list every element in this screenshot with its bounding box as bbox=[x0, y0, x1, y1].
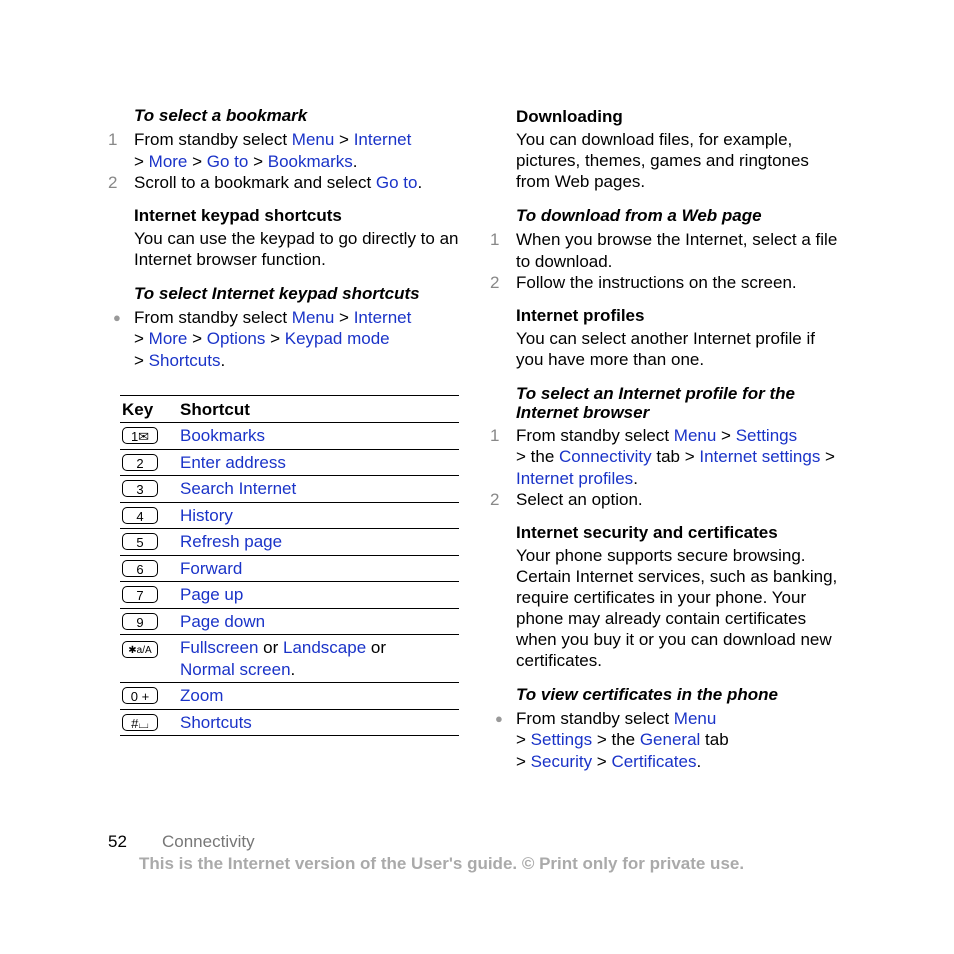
goto-link[interactable]: Go to bbox=[206, 151, 249, 171]
keypad-heading: Internet keypad shortcuts bbox=[134, 205, 342, 225]
shortcut-shortcuts[interactable]: Shortcuts bbox=[178, 709, 459, 736]
downloading-body: You can download files, for example, pictures, themes, games and ringtones from Web pages. bbox=[516, 130, 809, 191]
shortcut-landscape[interactable]: Landscape bbox=[282, 638, 367, 657]
shortcut-page-down[interactable]: Page down bbox=[178, 608, 459, 635]
shortcut-refresh-page[interactable]: Refresh page bbox=[178, 529, 459, 556]
key-9-icon: 9 bbox=[122, 613, 158, 630]
key-star-icon: ✱a/A bbox=[122, 641, 158, 658]
table-row bbox=[120, 683, 459, 710]
table-row: ✱a/A Fullscreen or Landscape or Normal screen. bbox=[120, 635, 459, 683]
profiles-body: You can select another Internet profile if you have more than one. bbox=[516, 328, 815, 369]
more-link[interactable]: More bbox=[148, 329, 188, 348]
bullet-icon: ● bbox=[495, 710, 503, 726]
menu-link[interactable]: Menu bbox=[291, 130, 335, 149]
downloading-heading: Downloading bbox=[516, 107, 623, 126]
internet-profiles-link[interactable]: Internet profiles bbox=[516, 468, 634, 488]
security-link[interactable]: Security bbox=[530, 751, 593, 771]
table-row bbox=[120, 502, 459, 529]
bookmark-title: To select a bookmark bbox=[134, 106, 308, 125]
shortcut-fullscreen[interactable]: Fullscreen bbox=[180, 638, 259, 657]
more-link[interactable]: More bbox=[148, 151, 188, 171]
shortcut-forward[interactable]: Forward bbox=[178, 555, 459, 582]
profile-step-1: 1 From standby select Menu > Settings > the Connectivity tab > Internet settings > Internet profiles. bbox=[490, 425, 835, 488]
profile-step-2: 2 Select an option. bbox=[490, 490, 643, 509]
menu-link[interactable]: Menu bbox=[291, 307, 335, 327]
right-column bbox=[490, 106, 840, 772]
goto-link[interactable]: Go to bbox=[375, 173, 418, 192]
shortcut-enter-address[interactable]: Enter address bbox=[178, 449, 459, 476]
table-row bbox=[120, 529, 459, 556]
bullet-icon: ● bbox=[113, 309, 121, 325]
download-step-2: 2 Follow the instructions on the screen. bbox=[490, 273, 797, 292]
certificates-link[interactable]: Certificates bbox=[611, 751, 697, 771]
key-0-icon: 0 + bbox=[122, 687, 158, 704]
internet-settings-link[interactable]: Internet settings bbox=[699, 447, 821, 466]
keypad-body: You can use the keypad to go directly to an Internet browser function. bbox=[134, 228, 459, 269]
shortcut-bookmarks[interactable]: Bookmarks bbox=[178, 423, 459, 450]
menu-link[interactable]: Menu bbox=[673, 425, 717, 445]
shortcut-history[interactable]: History bbox=[178, 502, 459, 529]
profile-select-title: To select an Internet profile for the Internet browser bbox=[516, 383, 795, 422]
internet-link[interactable]: Internet bbox=[353, 307, 412, 327]
shortcut-zoom[interactable]: Zoom bbox=[178, 683, 459, 710]
settings-link[interactable]: Settings bbox=[735, 425, 798, 445]
options-link[interactable]: Options bbox=[206, 329, 266, 348]
key-3-icon: 3 bbox=[122, 480, 158, 497]
security-heading: Internet security and certificates bbox=[516, 522, 778, 542]
security-body: Your phone supports secure browsing. Certain Internet services, such as banking, require certificates in your phone. Your phone may already contain certificates when you buy it or you can download new certificates. bbox=[516, 545, 838, 670]
keypad-select-title: To select Internet keypad shortcuts bbox=[134, 283, 420, 303]
shortcuts-link[interactable]: Shortcuts bbox=[148, 350, 221, 370]
bookmark-step-1: 1 From standby select Menu > Internet > More > Go to > Bookmarks. bbox=[108, 130, 412, 171]
left-column bbox=[108, 106, 463, 736]
key-5-icon: 5 bbox=[122, 533, 158, 550]
key-4-icon: 4 bbox=[122, 507, 158, 524]
key-2-icon: 2 bbox=[122, 454, 158, 471]
download-step-1: 1 When you browse the Internet, select a file to download. bbox=[490, 230, 838, 271]
shortcut-table bbox=[120, 395, 459, 736]
page-number: 52 bbox=[108, 832, 127, 851]
key-hash-icon: #⌴ bbox=[122, 714, 158, 731]
bookmark-step-2: 2 Scroll to a bookmark and select Go to. bbox=[108, 173, 423, 192]
shortcut-normal-screen[interactable]: Normal screen bbox=[180, 659, 291, 679]
settings-link[interactable]: Settings bbox=[530, 730, 593, 749]
table-row bbox=[120, 449, 459, 476]
certs-title: To view certificates in the phone bbox=[516, 684, 778, 704]
print-notice: This is the Internet version of the User's guide. © Print only for private use. bbox=[139, 854, 745, 873]
table-row bbox=[120, 582, 459, 609]
keypad-select-bullet-item: ● From standby select Menu > Internet > More > Options > Keypad mode > Shortcuts. bbox=[108, 307, 463, 372]
table-row bbox=[120, 423, 459, 450]
table-row bbox=[120, 709, 459, 736]
key-6-icon: 6 bbox=[122, 560, 158, 577]
table-row bbox=[120, 608, 459, 635]
general-link[interactable]: General bbox=[639, 730, 701, 749]
keypad-mode-link[interactable]: Keypad mode bbox=[284, 329, 390, 348]
shortcut-page-up[interactable]: Page up bbox=[178, 582, 459, 609]
table-header bbox=[120, 396, 459, 423]
download-web-title: To download from a Web page bbox=[516, 206, 762, 225]
table-row bbox=[120, 476, 459, 503]
table-row bbox=[120, 555, 459, 582]
key-7-icon: 7 bbox=[122, 586, 158, 603]
shortcut-column-header: Shortcut bbox=[178, 396, 459, 423]
menu-link[interactable]: Menu bbox=[673, 708, 717, 728]
key-column-header: Key bbox=[120, 396, 178, 423]
profiles-heading: Internet profiles bbox=[516, 305, 645, 325]
key-1-icon: 1✉ bbox=[122, 427, 158, 444]
shortcut-search-internet[interactable]: Search Internet bbox=[178, 476, 459, 503]
certs-bullet-item: ● From standby select Menu > Settings > the General tab > Security > Certificates. bbox=[490, 708, 840, 773]
internet-link[interactable]: Internet bbox=[353, 130, 412, 149]
section-name: Connectivity bbox=[162, 832, 255, 851]
bookmarks-link[interactable]: Bookmarks bbox=[267, 151, 353, 171]
connectivity-link[interactable]: Connectivity bbox=[559, 447, 652, 466]
